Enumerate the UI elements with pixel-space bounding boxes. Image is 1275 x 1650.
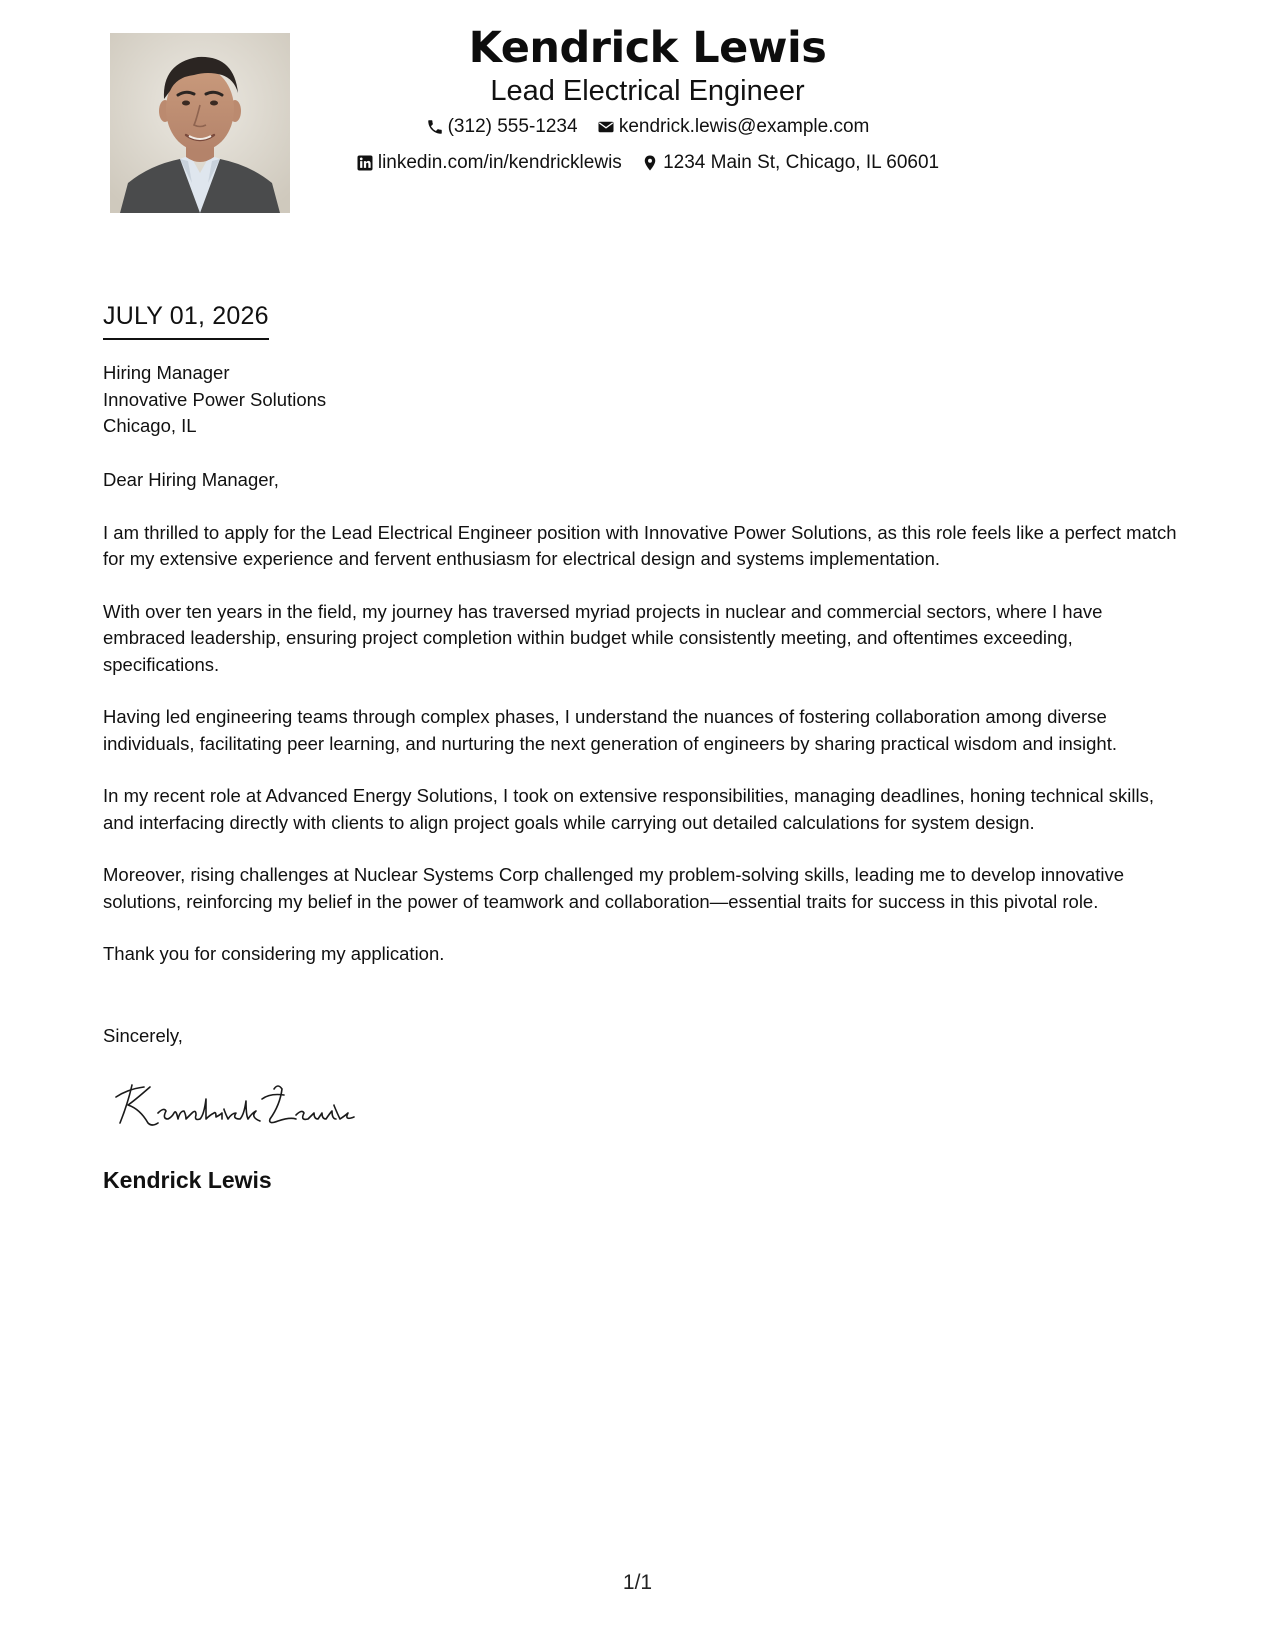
letter-date-block bbox=[103, 300, 269, 340]
salutation: Dear Hiring Manager, bbox=[103, 469, 279, 490]
paragraph-problem-solving: Moreover, rising challenges at Nuclear Systems Corp challenged my problem-solving skills, leading me to develop innovative solutions, reinforcing my belief in the power of teamwork and collaboration—essential traits for success in this pivotal role. bbox=[103, 864, 1125, 912]
page-number: 1/1 bbox=[622, 1571, 653, 1594]
address-text: 1234 Main St, Chicago, IL 60601 bbox=[663, 152, 940, 173]
signer-name: Kendrick Lewis bbox=[103, 1167, 272, 1193]
phone-icon bbox=[426, 118, 444, 136]
email-text: kendrick.lewis@example.com bbox=[618, 116, 870, 137]
paragraph-recent-role: In my recent role at Advanced Energy Solutions, I took on extensive responsibilities, managing deadlines, honing technical skills, and interfacing directly with clients to align project goals while carrying out detailed calculations for system design. bbox=[103, 785, 1154, 833]
recipient-block bbox=[103, 360, 326, 440]
linkedin-icon bbox=[356, 154, 374, 172]
contact-row-primary bbox=[290, 115, 1005, 143]
phone-text: (312) 555-1234 bbox=[447, 116, 578, 137]
recipient-name: Hiring Manager bbox=[103, 362, 230, 383]
map-pin-icon bbox=[641, 154, 659, 172]
paragraph-intro: I am thrilled to apply for the Lead Electrical Engineer position with Innovative Power Solutions, as this role feels like a perfect match for my extensive experience and fervent enthusiasm for electrical design and systems implementation. bbox=[103, 521, 1177, 569]
contact-row-secondary bbox=[290, 151, 1005, 179]
paragraph-experience: With over ten years in the field, my journey has traversed myriad projects in nuclear and commercial sectors, where I have embraced leadership, ensuring project completion within budget while consistently meeting, and oftentimes exceeding, specifications. bbox=[103, 600, 1103, 675]
email-contact[interactable] bbox=[597, 115, 870, 139]
address-contact bbox=[641, 151, 939, 175]
closing: Sincerely, bbox=[103, 1025, 183, 1046]
letter-date: JULY 01, 2026 bbox=[103, 300, 269, 340]
linkedin-contact[interactable] bbox=[356, 151, 622, 175]
candidate-title: Lead Electrical Engineer bbox=[490, 75, 805, 107]
handwritten-signature bbox=[110, 1075, 360, 1135]
recipient-company: Innovative Power Solutions bbox=[103, 388, 327, 410]
profile-photo bbox=[110, 33, 290, 213]
envelope-icon bbox=[597, 118, 615, 136]
linkedin-text: linkedin.com/in/kendricklewis bbox=[377, 152, 622, 173]
letter-body bbox=[103, 467, 1178, 994]
phone-contact[interactable] bbox=[426, 115, 578, 139]
paragraph-leadership: Having led engineering teams through complex phases, I understand the nuances of fostering collaboration among diverse individuals, facilitating peer learning, and nurturing the next generation of engineers by sharing practical wisdom and insight. bbox=[103, 706, 1117, 754]
headshot-illustration bbox=[110, 33, 290, 213]
recipient-location: Chicago, IL bbox=[103, 415, 197, 436]
resume-header bbox=[290, 20, 1005, 179]
candidate-name: Kendrick Lewis bbox=[468, 23, 827, 73]
paragraph-thanks: Thank you for considering my application. bbox=[103, 943, 445, 964]
